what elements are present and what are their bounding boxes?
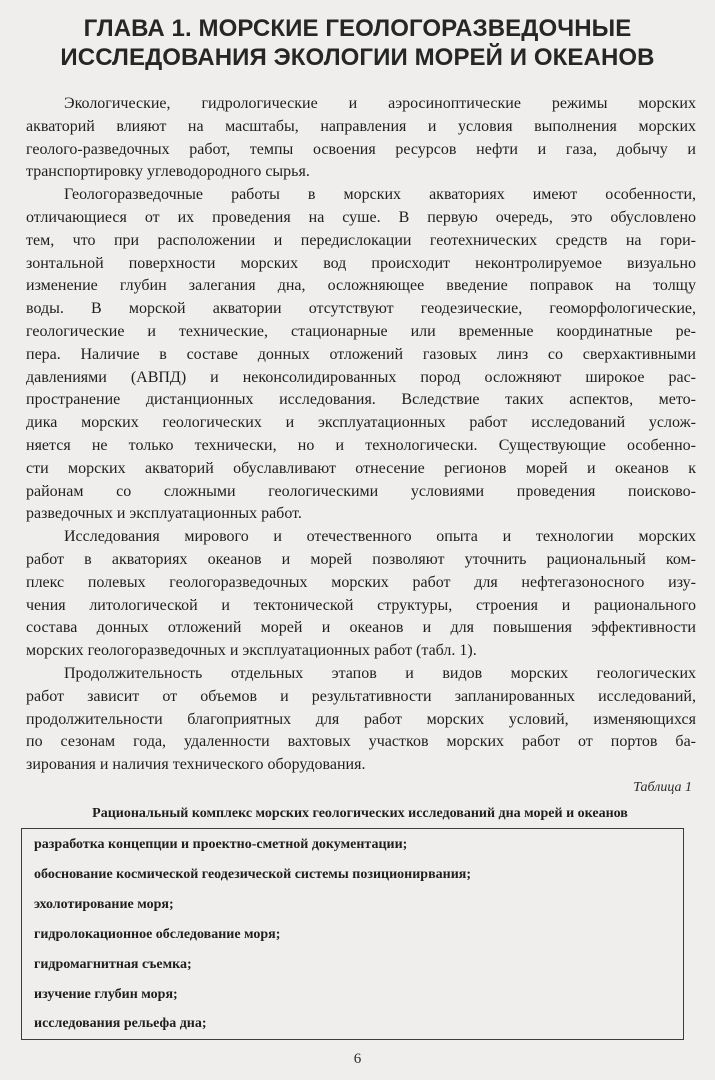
paragraph-line: работ зависит от объемов и результативности запланированных исследований, (26, 687, 696, 705)
paragraph-line: транспортировку углеводородного сырья. (26, 163, 310, 181)
table-row: гидролокационное обследование моря; (34, 927, 281, 942)
paragraph-line: давлениями (АВПД) и неконсолидированных пород осложняют широкое рас- (26, 368, 696, 386)
paragraph-line: акваторий влияют на масштабы, направления и условия выполнения морских (26, 117, 696, 135)
paragraph-line: изменение глубин залегания дна, осложняющее введение поправок на толщу (26, 277, 696, 295)
paragraph (26, 93, 696, 184)
paragraph-line: Геологоразведочные работы в морских акваториях имеют особенности, (64, 186, 696, 204)
paragraph-line: тем, что при расположении и передислокации геотехнических средств на гори- (26, 231, 696, 249)
table-row: эхолотирование моря; (34, 897, 174, 912)
paragraph-line: разведочных и эксплуатационных работ. (26, 505, 302, 523)
paragraph-line: отличающиеся от их проведения на суше. В первую очередь, это обусловлено (26, 208, 696, 226)
body-text (26, 93, 696, 777)
paragraph-line: пространение дистанционных исследования. Вследствие таких аспектов, мето- (26, 391, 696, 409)
paragraph-line: морских геологоразведочных и эксплуатационных работ (табл. 1). (26, 642, 477, 660)
paragraph (26, 663, 696, 777)
paragraph-line: чения литологической и тектонической структуры, строения и рационального (26, 596, 696, 614)
chapter-title (20, 14, 695, 72)
paragraph-line: зирования и наличия технического оборудования. (26, 756, 366, 774)
table-row: гидромагнитная съемка; (34, 957, 192, 972)
table-box (21, 828, 684, 1040)
table-row: изучение глубин моря; (34, 987, 178, 1002)
paragraph-line: плекс полевых геологоразведочных морских работ для нефтегазоносного изу- (26, 573, 696, 591)
paragraph-line: состава донных отложений морей и океанов и для повышения эффективности (26, 619, 696, 637)
paragraph (26, 526, 696, 663)
paragraph-line: работ в акваториях океанов и морей позволяют уточнить рациональный ком- (26, 550, 696, 568)
table-caption: Рациональный комплекс морских геологических исследований дна морей и океанов (92, 806, 628, 821)
paragraph-line: воды. В морской акватории отсутствуют геодезические, геоморфологические, (26, 300, 696, 318)
paragraph-line: Исследования мирового и отечественного опыта и технологии морских (64, 528, 696, 546)
paragraph-line: Продолжительность отдельных этапов и видов морских геологических (64, 664, 696, 682)
table-row: обоснование космической геодезической системы позиционирвания; (34, 867, 472, 882)
paragraph (26, 184, 696, 526)
paragraph-line: пера. Наличие в составе донных отложений газовых линз со сверхактивными (26, 345, 696, 363)
table-row: разработка концепции и проектно-сметной документации; (34, 837, 408, 852)
table-label: Таблица 1 (633, 780, 692, 795)
paragraph-line: зонтальной поверхности морских вод происходит неконтролируемое визуально (26, 254, 696, 272)
paragraph-line: дика морских геологических и эксплуатационных работ исследований услож- (26, 414, 696, 432)
paragraph-line: по сезонам года, удаленности вахтовых участков морских работ от портов ба- (26, 733, 696, 751)
paragraph-line: продолжительности благоприятных для работ морских условий, изменяющихся (26, 710, 696, 728)
table-row: исследования рельефа дна; (34, 1016, 207, 1031)
paragraph-line: сти морских акваторий обуславливают отнесение регионов морей и океанов к (26, 459, 696, 477)
paragraph-line: геологические и технические, стационарные или временные координатные ре- (26, 322, 696, 340)
paragraph-line: няется не только технически, но и технологически. Существующие особенно- (26, 436, 696, 454)
paragraph-line: районам со сложными геологическими условиями проведения поисково- (26, 482, 696, 500)
chapter-title-line-2: ИССЛЕДОВАНИЯ ЭКОЛОГИИ МОРЕЙ И ОКЕАНОВ (60, 44, 655, 71)
chapter-title-line-1: ГЛАВА 1. МОРСКИЕ ГЕОЛОГОРАЗВЕДОЧНЫЕ (83, 15, 632, 42)
paragraph-line: геолого-разведочных работ, темпы освоения ресурсов нефти и газа, добычу и (26, 140, 696, 158)
paragraph-line: Экологические, гидрологические и аэросиноптические режимы морских (64, 95, 696, 112)
page-number: 6 (353, 1051, 362, 1067)
